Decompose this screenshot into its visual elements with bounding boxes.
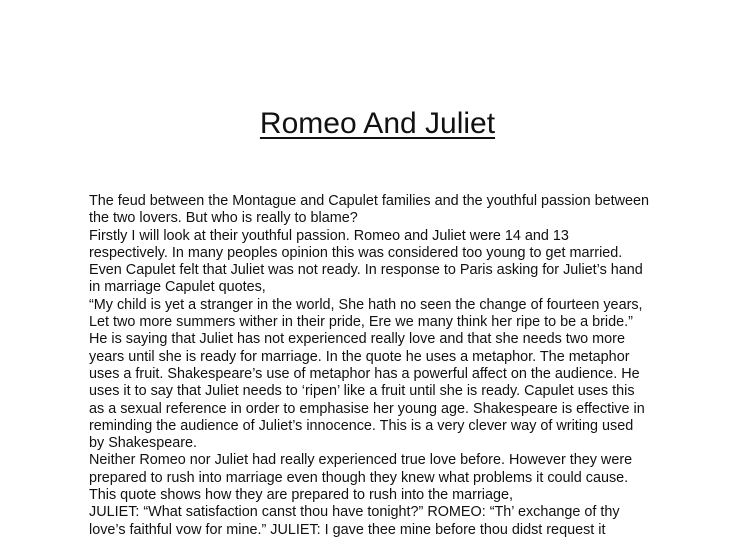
body-line: “My child is yet a stranger in the world, She hath no seen the change of fourteen years, [89,296,643,313]
body-line: years until she is ready for marriage. In the quote he uses a metaphor. The metaphor [89,348,630,365]
body-line: Firstly I will look at their youthful passion. Romeo and Juliet were 14 and 13 [89,227,569,244]
body-line: uses it to say that Juliet needs to ‘ripen’ like a fruit until she is ready. Capulet uses this [89,383,635,400]
body-line: Let two more summers wither in their pride, Ere we many think her ripe to be a bride.” [89,314,633,331]
body-line: respectively. In many peoples opinion this was considered too young to get married. [89,244,623,261]
body-line: in marriage Capulet quotes, [89,279,266,296]
body-line: as a sexual reference in order to emphasise her young age. Shakespeare is effective in [89,400,645,417]
body-line: by Shakespeare. [89,435,198,452]
body-line: prepared to rush into marriage even though they knew what problems it could cause. [89,469,629,486]
body-line: the two lovers. But who is really to blame? [89,210,358,227]
body-line: JULIET: “What satisfaction canst thou have tonight?” ROMEO: “Th’ exchange of thy [89,504,620,521]
body-line: uses a fruit. Shakespeare’s use of metaphor has a powerful affect on the audience. He [89,365,640,382]
body-line: The feud between the Montague and Capulet families and the youthful passion between [89,193,650,209]
body-line: reminding the audience of Juliet’s innocence. This is a very clever way of writing used [89,417,634,434]
document-body [89,193,709,539]
body-line: This quote shows how they are prepared to rush into the marriage, [89,487,513,504]
document-title: Romeo And Juliet [259,107,496,140]
body-line: He is saying that Juliet has not experienced really love and that she needs two more [89,331,625,348]
body-line: Even Capulet felt that Juliet was not ready. In response to Paris asking for Juliet’s hand [89,262,643,279]
body-line: love’s faithful vow for mine.” JULIET: I gave thee mine before thou didst request it [89,521,606,538]
body-line: Neither Romeo nor Juliet had really experienced true love before. However they were [89,452,633,469]
